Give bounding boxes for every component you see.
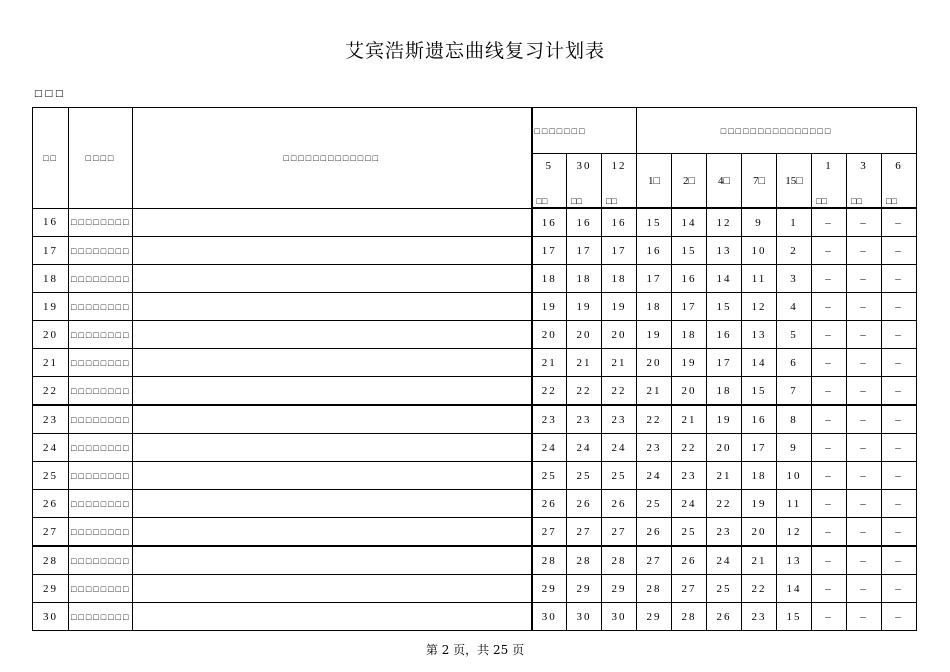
review-cell: 19 — [532, 293, 567, 321]
row-content[interactable] — [133, 293, 532, 321]
header-interval-month: 6 □□ — [882, 154, 917, 209]
review-cell: 19 — [637, 321, 672, 349]
review-cell: 20 — [602, 321, 637, 349]
review-cell: 23 — [637, 434, 672, 462]
review-cell: 15 — [707, 293, 742, 321]
row-date[interactable]: □□□□□□□□ — [69, 377, 133, 406]
review-cell: 17 — [707, 349, 742, 377]
header-content: □□□□□□□□□□□□□ — [133, 108, 532, 209]
table-row — [33, 208, 917, 237]
review-cell: 19 — [707, 405, 742, 434]
row-index: 28 — [33, 546, 69, 575]
row-index: 23 — [33, 405, 69, 434]
row-index: 24 — [33, 434, 69, 462]
review-cell: 13 — [777, 546, 812, 575]
review-cell: – — [847, 265, 882, 293]
review-cell: 17 — [637, 265, 672, 293]
review-cell: – — [812, 349, 847, 377]
review-cell: – — [847, 349, 882, 377]
review-cell: 12 — [742, 293, 777, 321]
row-date[interactable]: □□□□□□□□ — [69, 518, 133, 547]
row-date[interactable]: □□□□□□□□ — [69, 321, 133, 349]
review-cell: 14 — [777, 575, 812, 603]
review-cell: – — [812, 518, 847, 547]
review-cell: 3 — [777, 265, 812, 293]
review-cell: 22 — [602, 377, 637, 406]
row-content[interactable] — [133, 321, 532, 349]
review-cell: 30 — [602, 603, 637, 631]
review-plan-table — [32, 107, 917, 631]
row-index: 27 — [33, 518, 69, 547]
review-cell: – — [812, 237, 847, 265]
review-cell: – — [882, 349, 917, 377]
row-content[interactable] — [133, 575, 532, 603]
table-row — [33, 462, 917, 490]
review-cell: 16 — [707, 321, 742, 349]
table-row — [33, 603, 917, 631]
review-cell: 16 — [637, 237, 672, 265]
review-cell: 20 — [567, 321, 602, 349]
review-cell: – — [847, 208, 882, 237]
review-cell: 22 — [637, 405, 672, 434]
row-date[interactable]: □□□□□□□□ — [69, 546, 133, 575]
review-cell: 16 — [672, 265, 707, 293]
review-cell: 14 — [672, 208, 707, 237]
review-cell: 5 — [777, 321, 812, 349]
review-cell: – — [812, 405, 847, 434]
review-cell: – — [812, 377, 847, 406]
review-cell: 15 — [637, 208, 672, 237]
review-cell: 18 — [672, 321, 707, 349]
row-date[interactable]: □□□□□□□□ — [69, 293, 133, 321]
review-cell: 21 — [567, 349, 602, 377]
header-interval-day: 1□ — [637, 154, 672, 209]
review-cell: – — [882, 265, 917, 293]
review-cell: 25 — [672, 518, 707, 547]
review-cell: 15 — [742, 377, 777, 406]
row-date[interactable]: □□□□□□□□ — [69, 434, 133, 462]
review-cell: 16 — [602, 208, 637, 237]
review-cell: – — [812, 490, 847, 518]
review-cell: – — [882, 575, 917, 603]
review-cell: – — [812, 265, 847, 293]
review-cell: 22 — [742, 575, 777, 603]
review-cell: 17 — [602, 237, 637, 265]
review-cell: 20 — [707, 434, 742, 462]
review-cell: 28 — [602, 546, 637, 575]
review-cell: 29 — [602, 575, 637, 603]
header-interval-short: 30 □□ — [567, 154, 602, 209]
review-cell: 14 — [742, 349, 777, 377]
table-header — [33, 108, 917, 209]
header-interval-day: 2□ — [672, 154, 707, 209]
review-cell: 17 — [672, 293, 707, 321]
review-cell: 21 — [532, 349, 567, 377]
review-cell: – — [812, 575, 847, 603]
review-cell: – — [847, 321, 882, 349]
review-cell: 20 — [637, 349, 672, 377]
review-cell: 15 — [672, 237, 707, 265]
review-cell: 19 — [602, 293, 637, 321]
review-cell: – — [847, 462, 882, 490]
row-content[interactable] — [133, 405, 532, 434]
review-cell: 26 — [532, 490, 567, 518]
row-content[interactable] — [133, 490, 532, 518]
review-cell: 24 — [637, 462, 672, 490]
review-cell: 23 — [672, 462, 707, 490]
header-long-group: □□□□□□□□□□□□□□□ — [637, 108, 917, 154]
review-cell: 25 — [567, 462, 602, 490]
review-cell: 18 — [707, 377, 742, 406]
review-cell: 12 — [777, 518, 812, 547]
review-cell: 22 — [707, 490, 742, 518]
review-cell: – — [812, 321, 847, 349]
review-cell: – — [882, 237, 917, 265]
unit-label: □□□ — [34, 89, 66, 99]
review-cell: 18 — [567, 265, 602, 293]
review-cell: 16 — [567, 208, 602, 237]
review-cell: 12 — [707, 208, 742, 237]
review-cell: – — [812, 293, 847, 321]
review-cell: 18 — [602, 265, 637, 293]
review-cell: 25 — [707, 575, 742, 603]
table-row — [33, 237, 917, 265]
page-title: 艾宾浩斯遗忘曲线复习计划表 — [344, 40, 605, 62]
table-row — [33, 518, 917, 547]
row-date[interactable]: □□□□□□□□ — [69, 490, 133, 518]
review-cell: 28 — [672, 603, 707, 631]
review-cell: 28 — [532, 546, 567, 575]
review-cell: – — [812, 603, 847, 631]
row-content[interactable] — [133, 377, 532, 406]
row-index: 26 — [33, 490, 69, 518]
review-cell: 23 — [742, 603, 777, 631]
review-cell: 28 — [637, 575, 672, 603]
page-footer: 第 2 页，共 25 页 — [425, 643, 525, 657]
row-content[interactable] — [133, 434, 532, 462]
header-short-group: □□□□□□□ — [532, 108, 637, 154]
review-cell: – — [847, 603, 882, 631]
review-cell: 24 — [567, 434, 602, 462]
review-cell: 25 — [532, 462, 567, 490]
review-cell: 19 — [672, 349, 707, 377]
review-cell: 20 — [532, 321, 567, 349]
review-cell: 27 — [532, 518, 567, 547]
review-cell: 22 — [567, 377, 602, 406]
row-date[interactable]: □□□□□□□□ — [69, 265, 133, 293]
review-cell: 25 — [637, 490, 672, 518]
review-cell: 21 — [707, 462, 742, 490]
review-cell: 19 — [742, 490, 777, 518]
row-content[interactable] — [133, 208, 532, 237]
row-index: 18 — [33, 265, 69, 293]
review-cell: – — [882, 208, 917, 237]
review-cell: 22 — [672, 434, 707, 462]
review-cell: – — [812, 434, 847, 462]
header-interval-month: 1 □□ — [812, 154, 847, 209]
review-cell: 23 — [532, 405, 567, 434]
header-date: □□□□ — [69, 108, 133, 209]
review-cell: – — [882, 434, 917, 462]
review-cell: 15 — [777, 603, 812, 631]
review-cell: 26 — [707, 603, 742, 631]
review-cell: – — [847, 377, 882, 406]
review-cell: 11 — [742, 265, 777, 293]
review-cell: 18 — [637, 293, 672, 321]
row-content[interactable] — [133, 349, 532, 377]
review-cell: 1 — [777, 208, 812, 237]
row-index: 19 — [33, 293, 69, 321]
review-cell: 27 — [602, 518, 637, 547]
review-cell: 26 — [637, 518, 672, 547]
review-cell: – — [847, 237, 882, 265]
header-index: □□ — [33, 108, 69, 209]
review-cell: – — [882, 293, 917, 321]
review-cell: – — [882, 490, 917, 518]
review-cell: 20 — [672, 377, 707, 406]
header-interval-short: 12 □□ — [602, 154, 637, 209]
review-cell: 26 — [602, 490, 637, 518]
review-cell: 21 — [742, 546, 777, 575]
header-interval-short: 5 □□ — [532, 154, 567, 209]
review-cell: 26 — [672, 546, 707, 575]
row-content[interactable] — [133, 237, 532, 265]
row-index: 30 — [33, 603, 69, 631]
review-cell: – — [882, 518, 917, 547]
review-cell: – — [812, 208, 847, 237]
review-cell: 26 — [567, 490, 602, 518]
review-cell: 18 — [742, 462, 777, 490]
review-cell: 27 — [672, 575, 707, 603]
row-date[interactable]: □□□□□□□□ — [69, 603, 133, 631]
row-date[interactable]: □□□□□□□□ — [69, 349, 133, 377]
review-cell: 17 — [532, 237, 567, 265]
review-cell: 29 — [532, 575, 567, 603]
review-cell: 7 — [777, 377, 812, 406]
review-cell: 17 — [567, 237, 602, 265]
review-cell: 21 — [672, 405, 707, 434]
row-index: 29 — [33, 575, 69, 603]
review-cell: 6 — [777, 349, 812, 377]
review-cell: 20 — [742, 518, 777, 547]
review-cell: 18 — [532, 265, 567, 293]
review-cell: 30 — [567, 603, 602, 631]
review-cell: – — [812, 546, 847, 575]
review-cell: 24 — [672, 490, 707, 518]
table-row — [33, 405, 917, 434]
row-date[interactable]: □□□□□□□□ — [69, 405, 133, 434]
review-cell: – — [882, 321, 917, 349]
review-cell: – — [847, 293, 882, 321]
row-index: 17 — [33, 237, 69, 265]
row-content[interactable] — [133, 603, 532, 631]
header-interval-month: 3 □□ — [847, 154, 882, 209]
review-cell: 25 — [602, 462, 637, 490]
header-interval-day: 4□ — [707, 154, 742, 209]
review-cell: 23 — [567, 405, 602, 434]
row-index: 22 — [33, 377, 69, 406]
review-cell: 30 — [532, 603, 567, 631]
review-cell: 29 — [567, 575, 602, 603]
row-content[interactable] — [133, 518, 532, 547]
review-cell: – — [882, 603, 917, 631]
table-row — [33, 434, 917, 462]
row-content[interactable] — [133, 546, 532, 575]
row-date[interactable]: □□□□□□□□ — [69, 237, 133, 265]
review-cell: 10 — [742, 237, 777, 265]
review-cell: 8 — [777, 405, 812, 434]
row-index: 25 — [33, 462, 69, 490]
row-index: 20 — [33, 321, 69, 349]
review-cell: 16 — [742, 405, 777, 434]
review-cell: 27 — [637, 546, 672, 575]
review-cell: 10 — [777, 462, 812, 490]
review-cell: 17 — [742, 434, 777, 462]
table-row — [33, 377, 917, 406]
review-cell: – — [847, 405, 882, 434]
review-cell: – — [882, 462, 917, 490]
review-cell: – — [847, 575, 882, 603]
review-cell: 21 — [637, 377, 672, 406]
row-content[interactable] — [133, 462, 532, 490]
review-cell: – — [812, 462, 847, 490]
review-cell: 23 — [602, 405, 637, 434]
review-cell: – — [847, 434, 882, 462]
row-content[interactable] — [133, 265, 532, 293]
review-cell: 24 — [532, 434, 567, 462]
table-body — [33, 208, 917, 631]
review-cell: – — [882, 405, 917, 434]
header-interval-day: 7□ — [742, 154, 777, 209]
table-row — [33, 293, 917, 321]
review-cell: 22 — [532, 377, 567, 406]
review-cell: 16 — [532, 208, 567, 237]
review-cell: 9 — [777, 434, 812, 462]
row-index: 21 — [33, 349, 69, 377]
review-cell: 2 — [777, 237, 812, 265]
table-row — [33, 546, 917, 575]
row-date[interactable]: □□□□□□□□ — [69, 575, 133, 603]
review-cell: – — [847, 546, 882, 575]
review-cell: – — [847, 518, 882, 547]
row-date[interactable]: □□□□□□□□ — [69, 462, 133, 490]
review-cell: 14 — [707, 265, 742, 293]
header-interval-day: 15□ — [777, 154, 812, 209]
table-row — [33, 575, 917, 603]
review-cell: – — [882, 377, 917, 406]
review-cell: 11 — [777, 490, 812, 518]
review-cell: 13 — [742, 321, 777, 349]
review-cell: – — [882, 546, 917, 575]
review-cell: 4 — [777, 293, 812, 321]
review-cell: 21 — [602, 349, 637, 377]
review-cell: 24 — [707, 546, 742, 575]
review-cell: 29 — [637, 603, 672, 631]
row-index: 16 — [33, 208, 69, 237]
table-row — [33, 321, 917, 349]
review-cell: 24 — [602, 434, 637, 462]
review-cell: 19 — [567, 293, 602, 321]
review-cell: – — [847, 490, 882, 518]
review-cell: 27 — [567, 518, 602, 547]
review-cell: 28 — [567, 546, 602, 575]
review-cell: 13 — [707, 237, 742, 265]
table-row — [33, 349, 917, 377]
table-row — [33, 490, 917, 518]
review-cell: 23 — [707, 518, 742, 547]
table-row — [33, 265, 917, 293]
review-cell: 9 — [742, 208, 777, 237]
row-date[interactable]: □□□□□□□□ — [69, 208, 133, 237]
